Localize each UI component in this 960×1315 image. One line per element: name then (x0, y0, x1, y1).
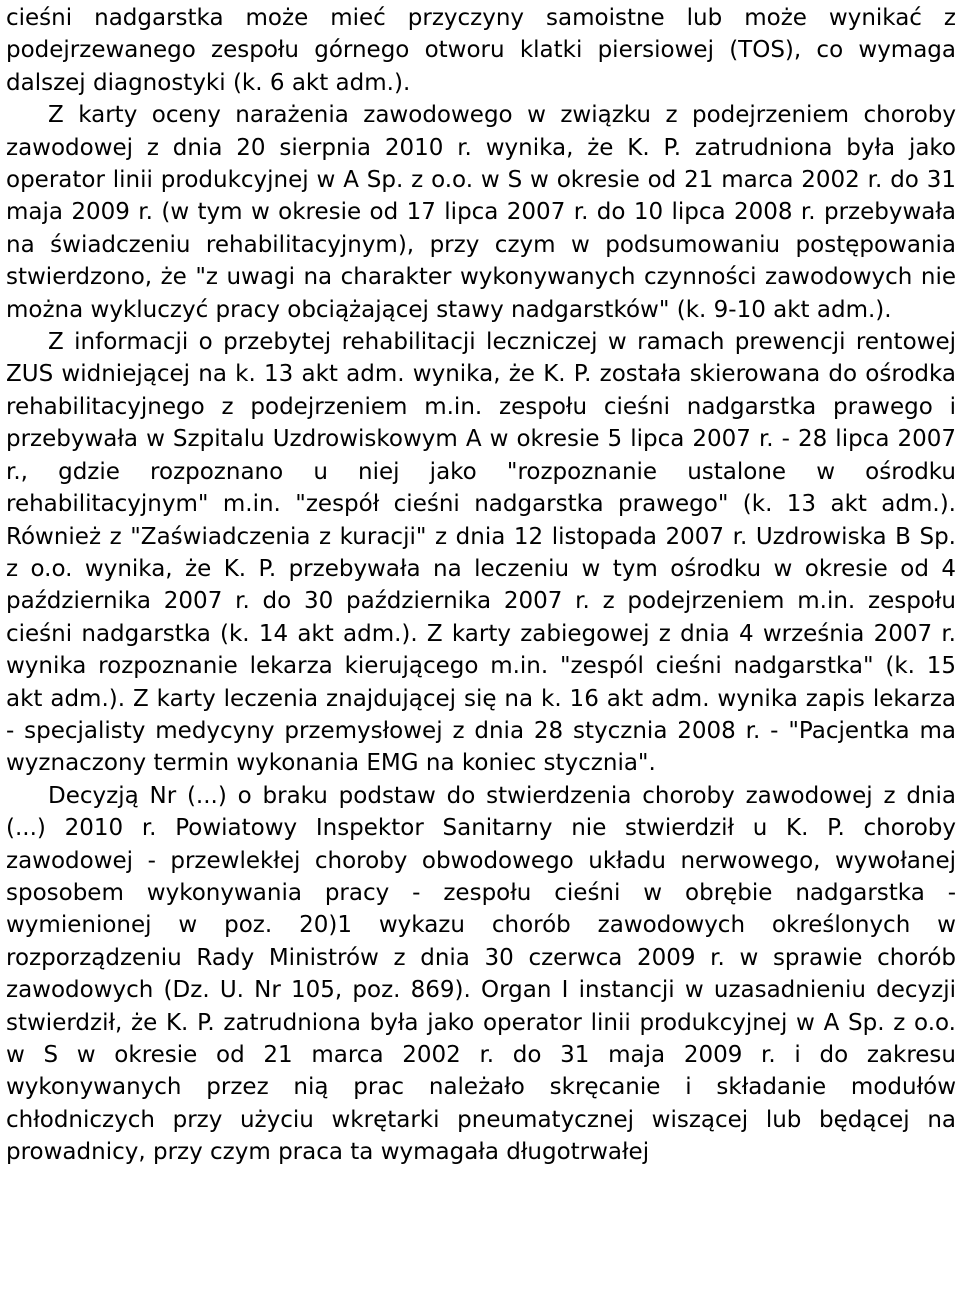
paragraph-rehabilitation-info: Z informacji o przebytej rehabilitacji leczniczej w ramach prewencji rentowej ZUS widniejącej na k. 13 akt adm. wynika, że K. P. została skierowana do ośrodka rehabilitacyjnego z podejrzeniem m.in. zespołu cieśni nadgarstka prawego i przebywała w Szpitalu Uzdrowiskowym A w okresie 5 lipca 2007 r. - 28 lipca 2007 r., gdzie rozpoznano u niej jako "rozpoznanie ustalone w ośrodku rehabilitacyjnym" m.in. "zespół cieśni nadgarstka prawego" (k. 13 akt adm.). Również z "Zaświadczenia z kuracji" z dnia 12 listopada 2007 r. Uzdrowiska B Sp. z o.o. wynika, że K. P. przebywała na leczeniu w tym ośrodku w okresie od 4 października 2007 r. do 30 października 2007 r. z podejrzeniem m.in. zespołu cieśni nadgarstka (k. 14 akt adm.). Z karty zabiegowej z dnia 4 września 2007 r. wynika rozpoznanie lekarza kierującego m.in. "zespól cieśni nadgarstka" (k. 15 akt adm.). Z karty leczenia znajdującej się na k. 16 akt adm. wynika zapis lekarza - specjalisty medycyny przemysłowej z dnia 28 stycznia 2008 r. - "Pacjentka ma wyznaczony termin wykonania EMG na koniec stycznia". (6, 329, 956, 777)
paragraph-exposure-assessment: Z karty oceny narażenia zawodowego w związku z podejrzeniem choroby zawodowej z dnia 20 sierpnia 2010 r. wynika, że K. P. zatrudniona była jako operator linii produkcyjnej w A Sp. z o.o. w S w okresie od 21 marca 2002 r. do 31 maja 2009 r. (w tym w okresie od 17 lipca 2007 r. do 10 lipca 2008 r. przebywała na świadczeniu rehabilitacyjnym), przy czym w podsumowaniu postępowania stwierdzono, że "z uwagi na charakter wykonywanych czynności zawodowych nie można wykluczyć pracy obciążającej stawy nadgarstków" (k. 9-10 akt adm.). (6, 102, 956, 323)
paragraph-continuation: cieśni nadgarstka może mieć przyczyny samoistne lub może wynikać z podejrzewanego zespołu górnego otworu klatki piersiowej (TOS), co wymaga dalszej diagnostyki (k. 6 akt adm.). (6, 5, 956, 96)
paragraph-decision: Decyzją Nr (...) o braku podstaw do stwierdzenia choroby zawodowej z dnia (...) 2010 r. Powiatowy Inspektor Sanitarny nie stwierdził u K. P. choroby zawodowej - przewlekłej choroby obwodowego układu nerwowego, wywołanej sposobem wykonywania pracy - zespołu cieśni w obrębie nadgarstka - wymienionej w poz. 20)1 wykazu chorób zawodowych określonych w rozporządzeniu Rady Ministrów z dnia 30 czerwca 2009 r. w sprawie chorób zawodowych (Dz. U. Nr 105, poz. 869). Organ I instancji w uzasadnieniu decyzji stwierdził, że K. P. zatrudniona była jako operator linii produkcyjnej w A Sp. z o.o. w S w okresie od 21 marca 2002 r. do 31 maja 2009 r. i do zakresu wykonywanych przez nią prac należało skręcanie i składanie modułów chłodniczych przy użyciu wkrętarki pneumatycznej wiszącej lub będącej na prowadnicy, przy czym praca ta wymagała długotrwałej (6, 782, 956, 1166)
document-page (6, 2, 956, 1169)
